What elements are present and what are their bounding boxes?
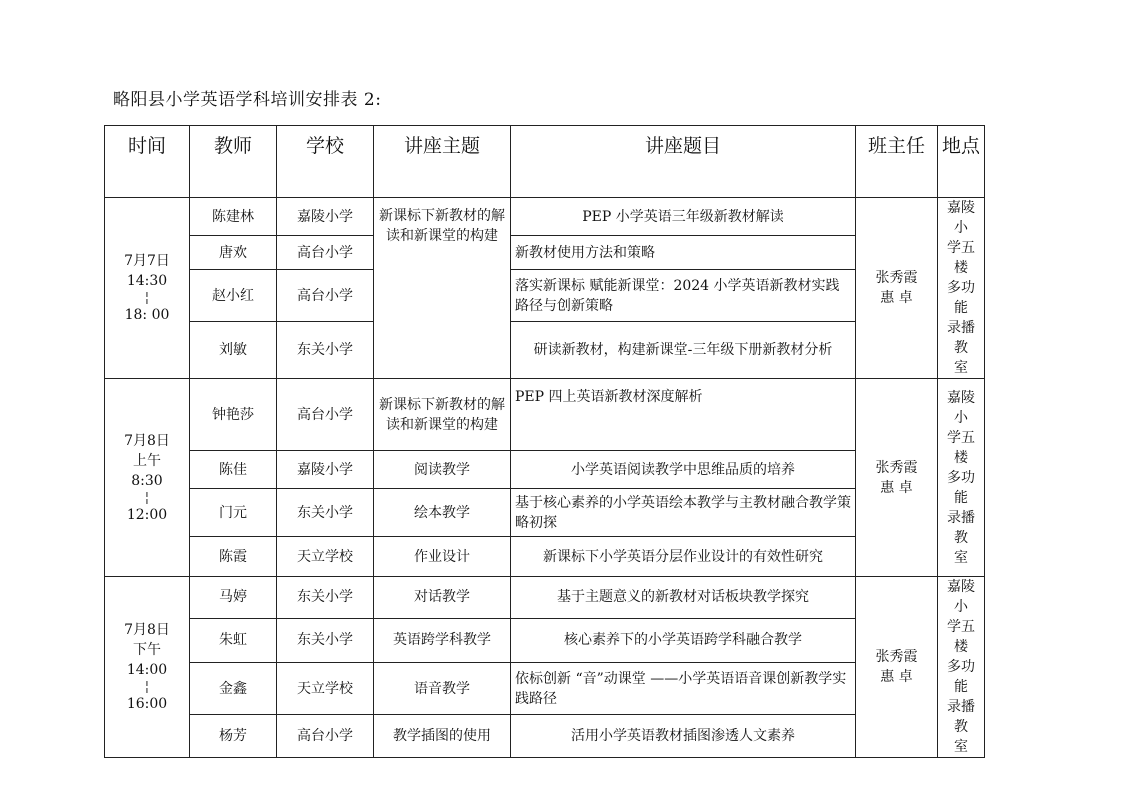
teacher-cell: 金鑫 bbox=[190, 663, 277, 715]
school-cell: 嘉陵小学 bbox=[277, 198, 374, 236]
lecture-cell: 核心素养下的小学英语跨学科融合教学 bbox=[511, 618, 856, 662]
table-row bbox=[105, 236, 985, 270]
location-cell: 嘉陵小 学五楼 多功能 录播教 室 bbox=[938, 577, 985, 758]
schedule-table bbox=[104, 125, 985, 758]
table-row bbox=[105, 714, 985, 757]
lecture-cell: 依标创新 “音”动课堂 ——小学英语语音课创新教学实践路径 bbox=[511, 663, 856, 715]
school-cell: 高台小学 bbox=[277, 236, 374, 270]
school-cell: 嘉陵小学 bbox=[277, 451, 374, 489]
teacher-cell: 门元 bbox=[190, 489, 277, 537]
topic-cell: 对话教学 bbox=[374, 577, 511, 619]
location-cell: 嘉陵小 学五楼 多功能 录播教 室 bbox=[938, 379, 985, 577]
head-teacher-cell: 张秀霞 惠 卓 bbox=[856, 577, 938, 758]
topic-cell: 英语跨学科教学 bbox=[374, 618, 511, 662]
table-row bbox=[105, 489, 985, 537]
teacher-cell: 马婷 bbox=[190, 577, 277, 619]
school-cell: 天立学校 bbox=[277, 663, 374, 715]
topic-cell: 语音教学 bbox=[374, 663, 511, 715]
session-time: 7月8日 下午 14:00 ╎ 16:00 bbox=[105, 577, 190, 758]
header-row bbox=[105, 126, 985, 198]
lecture-cell: 新教材使用方法和策略 bbox=[511, 236, 856, 270]
header-location: 地点 bbox=[938, 126, 985, 198]
header-school: 学校 bbox=[277, 126, 374, 198]
topic-cell: 新课标下新教材的解读和新课堂的构建 bbox=[374, 379, 511, 451]
lecture-cell: 基于核心素养的小学英语绘本教学与主教材融合教学策略初探 bbox=[511, 489, 856, 537]
lecture-cell: 基于主题意义的新教材对话板块教学探究 bbox=[511, 577, 856, 619]
header-head-teacher: 班主任 bbox=[856, 126, 938, 198]
teacher-cell: 陈佳 bbox=[190, 451, 277, 489]
teacher-cell: 唐欢 bbox=[190, 236, 277, 270]
teacher-cell: 钟艳莎 bbox=[190, 379, 277, 451]
school-cell: 东关小学 bbox=[277, 618, 374, 662]
topic-cell: 新课标下新教材的解读和新课堂的构建 bbox=[374, 198, 511, 379]
topic-cell: 作业设计 bbox=[374, 537, 511, 577]
header-teacher: 教师 bbox=[190, 126, 277, 198]
lecture-cell: 新课标下小学英语分层作业设计的有效性研究 bbox=[511, 537, 856, 577]
header-time: 时间 bbox=[105, 126, 190, 198]
lecture-cell: PEP 四上英语新教材深度解析 bbox=[511, 379, 856, 451]
page-title: 略阳县小学英语学科培训安排表 2: bbox=[113, 90, 382, 110]
lecture-cell: PEP 小学英语三年级新教材解读 bbox=[511, 198, 856, 236]
location-cell: 嘉陵小 学五楼 多功能 录播教 室 bbox=[938, 198, 985, 379]
teacher-cell: 杨芳 bbox=[190, 714, 277, 757]
lecture-cell: 小学英语阅读教学中思维品质的培养 bbox=[511, 451, 856, 489]
header-lecture: 讲座题目 bbox=[511, 126, 856, 198]
topic-cell: 教学插图的使用 bbox=[374, 714, 511, 757]
lecture-cell: 研读新教材，构建新课堂-三年级下册新教材分析 bbox=[511, 322, 856, 379]
teacher-cell: 陈霞 bbox=[190, 537, 277, 577]
school-cell: 东关小学 bbox=[277, 322, 374, 379]
teacher-cell: 朱虹 bbox=[190, 618, 277, 662]
header-topic: 讲座主题 bbox=[374, 126, 511, 198]
session-time: 7月8日 上午 8:30 ╎ 12:00 bbox=[105, 379, 190, 577]
table-row bbox=[105, 663, 985, 715]
head-teacher-cell: 张秀霞 惠 卓 bbox=[856, 198, 938, 379]
school-cell: 东关小学 bbox=[277, 489, 374, 537]
table-row bbox=[105, 451, 985, 489]
table-row bbox=[105, 322, 985, 379]
session-time: 7月7日 14:30 ╎ 18: 00 bbox=[105, 198, 190, 379]
head-teacher-cell: 张秀霞 惠 卓 bbox=[856, 379, 938, 577]
teacher-cell: 陈建林 bbox=[190, 198, 277, 236]
table-row bbox=[105, 618, 985, 662]
school-cell: 高台小学 bbox=[277, 714, 374, 757]
school-cell: 天立学校 bbox=[277, 537, 374, 577]
table-row bbox=[105, 379, 985, 451]
lecture-cell: 活用小学英语教材插图渗透人文素养 bbox=[511, 714, 856, 757]
topic-cell: 阅读教学 bbox=[374, 451, 511, 489]
school-cell: 高台小学 bbox=[277, 379, 374, 451]
topic-cell: 绘本教学 bbox=[374, 489, 511, 537]
school-cell: 高台小学 bbox=[277, 270, 374, 322]
table-row bbox=[105, 537, 985, 577]
table-row bbox=[105, 198, 985, 236]
table-row bbox=[105, 577, 985, 619]
lecture-cell: 落实新课标 赋能新课堂：2024 小学英语新教材实践路径与创新策略 bbox=[511, 270, 856, 322]
school-cell: 东关小学 bbox=[277, 577, 374, 619]
table-row bbox=[105, 270, 985, 322]
teacher-cell: 赵小红 bbox=[190, 270, 277, 322]
teacher-cell: 刘敏 bbox=[190, 322, 277, 379]
